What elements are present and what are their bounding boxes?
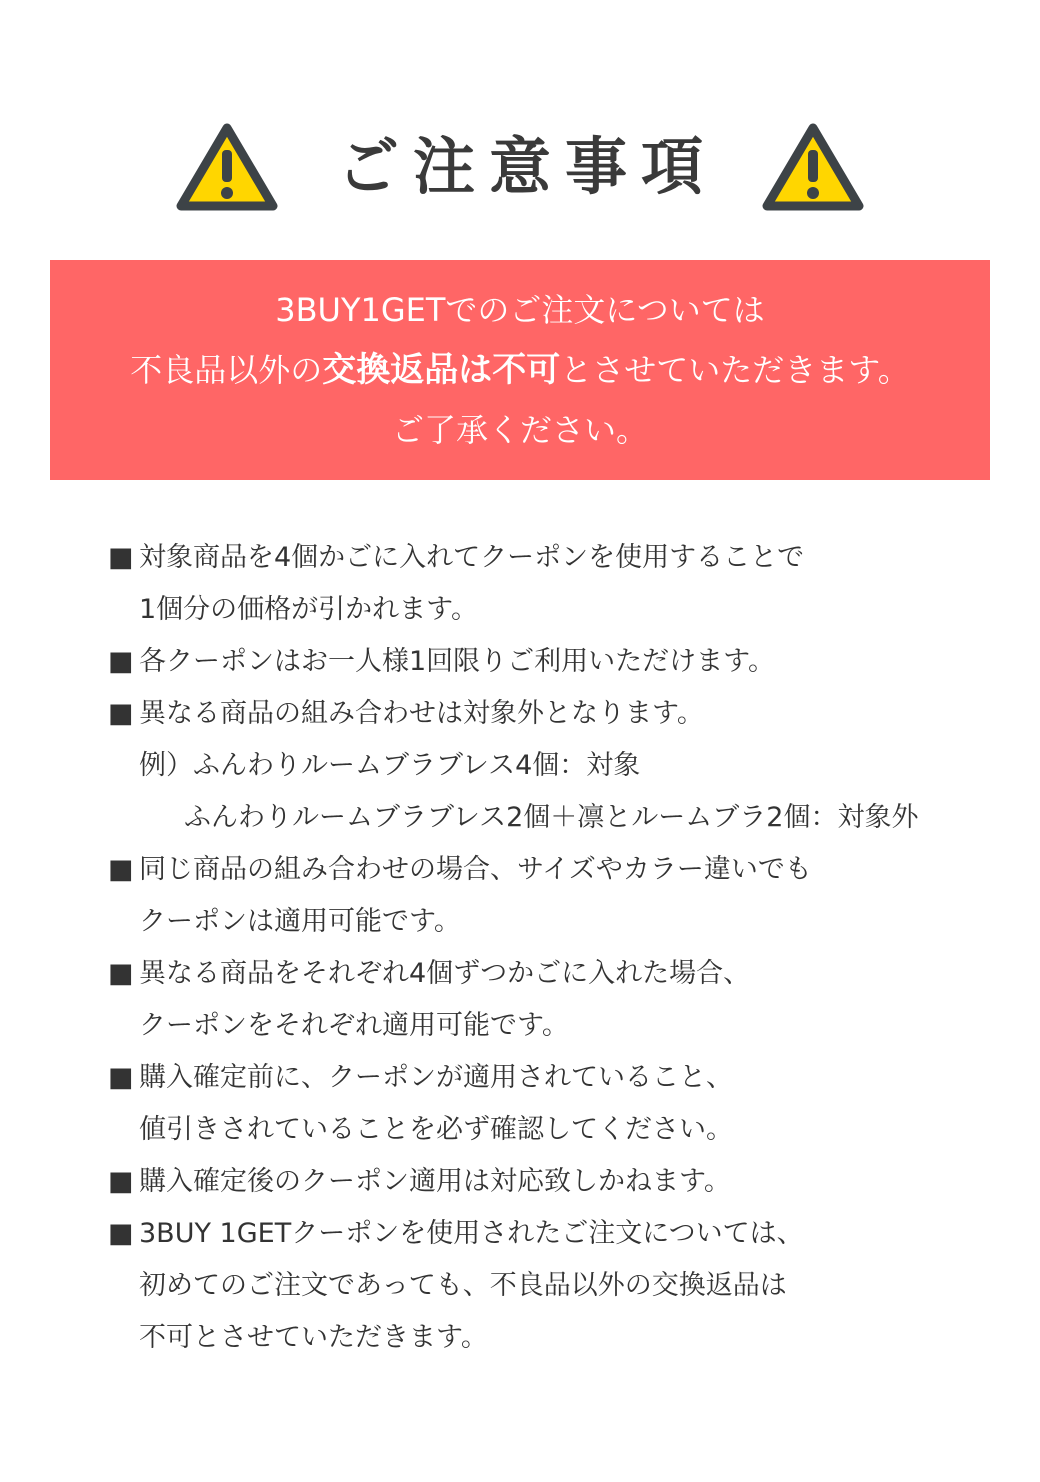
bullet-square-icon: ■ (108, 1062, 134, 1093)
bullet-square-icon: ■ (108, 958, 134, 989)
rule-item (108, 1208, 1008, 1260)
warning-triangle-icon (761, 120, 865, 214)
notice-banner (50, 260, 990, 480)
bullet-square-icon: ■ (108, 854, 134, 885)
rules-list (108, 532, 1008, 1364)
rule-item (108, 532, 1008, 584)
rule-continuation: 1個分の価格が引かれます。 (139, 594, 479, 625)
rule-text: 3BUY 1GETクーポンを使用されたご注文については、 (139, 1218, 804, 1249)
rule-text: 購入確定後のクーポン適用は対応致しかねます。 (139, 1166, 731, 1197)
rule-continuation: 値引きされていることを必ず確認してください。 (139, 1114, 733, 1145)
bullet-square-icon: ■ (108, 646, 134, 677)
rule-example: ふんわりルームブラブレス2個＋凛とルームブラ2個：対象外 (184, 802, 919, 833)
notice-line-2-post: とさせていただきます。 (560, 351, 910, 389)
rule-item (108, 844, 1008, 896)
rule-item (108, 1156, 1008, 1208)
notice-emphasis: 交換返品は不可 (322, 350, 561, 390)
rule-continuation: 不可とさせていただきます。 (139, 1322, 488, 1353)
rule-item (108, 636, 1008, 688)
rule-continuation: クーポンは適用可能です。 (139, 906, 461, 937)
bullet-square-icon: ■ (108, 542, 134, 573)
rule-text: 異なる商品をそれぞれ4個ずつかごに入れた場合、 (139, 958, 751, 989)
notice-line-2-pre: 不良品以外の (130, 351, 323, 389)
rule-text: 対象商品を4個かごに入れてクーポンを使用することで (139, 542, 805, 573)
warning-triangle-icon (175, 120, 279, 214)
rule-example: 例）ふんわりルームブラブレス4個：対象 (139, 750, 641, 781)
rule-item (108, 1052, 1008, 1104)
notice-line-3: ご了承ください。 (391, 411, 648, 449)
bullet-square-icon: ■ (108, 698, 134, 729)
bullet-square-icon: ■ (108, 1218, 134, 1249)
notice-line-2 (130, 340, 909, 400)
rule-text: 同じ商品の組み合わせの場合、サイズやカラー違いでも (139, 854, 812, 885)
notice-line-1: 3BUY1GETでのご注文については (275, 291, 765, 329)
rule-text: 購入確定前に、クーポンが適用されていること、 (139, 1062, 733, 1093)
rule-item (108, 948, 1008, 1000)
bullet-square-icon: ■ (108, 1166, 134, 1197)
rule-text: 異なる商品の組み合わせは対象外となります。 (139, 698, 704, 729)
rule-continuation: 初めてのご注文であっても、不良品以外の交換返品は (139, 1270, 787, 1301)
rule-item (108, 688, 1008, 740)
page-header (0, 112, 1040, 222)
rule-continuation: クーポンをそれぞれ適用可能です。 (139, 1010, 569, 1041)
page-title: ご注意事項 (336, 130, 717, 203)
rule-text: 各クーポンはお一人様1回限りご利用いただけます。 (139, 646, 776, 677)
